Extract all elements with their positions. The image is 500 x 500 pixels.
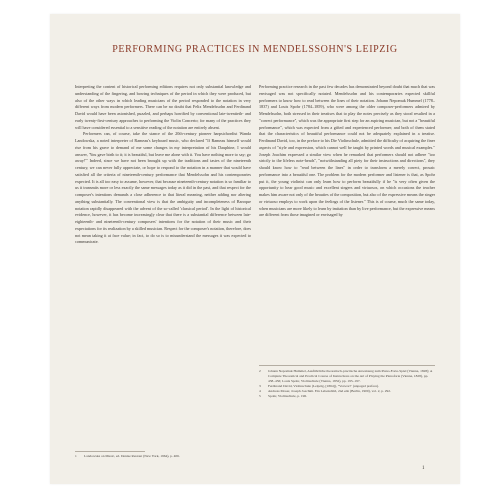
footnote-text: Spohr, Violinschule, p. 196. — [268, 394, 307, 398]
footnote-number: 5 — [259, 394, 261, 398]
page-number: 1 — [422, 466, 425, 471]
footnote-text: Landowska on Music, ed. Denise Restout (New York, 1964), p. 406. — [84, 454, 180, 458]
right-footnotes — [259, 369, 435, 399]
footnote-number: 1 — [75, 454, 77, 458]
footnote-number: 4 — [259, 389, 261, 393]
footnote-number: 2 — [259, 369, 261, 373]
footnote — [75, 454, 251, 459]
footnote — [259, 369, 435, 384]
footnote-text: Andreas Moser, Joseph Joachim. Ein Lebensbild, 2nd edn (Berlin, 1900), vol. 2, p. 292. — [268, 389, 391, 393]
footnote-rule — [259, 365, 435, 366]
book-page — [50, 14, 460, 484]
page-title: PERFORMING PRACTICES IN MENDELSSOHN'S LEIPZIG — [112, 44, 398, 55]
body-paragraph: Performing practice research in the past few decades has demonstrated beyond doubt that much that was envisaged was not specifically notated. Mendelssohn and his contemporaries expected skillful performers to know how to read between the lines of their notation. Johann Nepomuk Hummel (1778–1837) and Louis Spohr (1784–1859), who were among the older composer-performers admired by Mendelssohn, both stressed in their treatises that to play the notes precisely as they stood resulted in a "correct performance", which was the appropriate first step for an aspiring musician, but not a "beautiful performance", which was expected from a gifted and experienced performer; and both of them stated that the characteristics of beautiful performance could not be adequately explained in a treatise. Ferdinand David, too, in the preface to his Die Violinschule, admitted the difficulty of acquiring the finer aspects of "style and expression, which cannot well be taught by printed words and musical examples." Joseph Joachim expressed a similar view when he remarked that performers should not adhere "too strictly to the lifeless note-heads", "notwithstanding all piety for their instructions and directions", they should know how to "read between the lines" in order to transform a merely correct, prosaic performance into a beautiful one. The problem for the modern performer and listener is that, as Spohr put it, the young violinist can only learn how to perform beautifully if he "is very often given the opportunity to hear good music and excellent singers and virtuosos, on which occasions the teacher makes him aware not only of the beauties of the composition, but also of the expressive means the singer or virtuoso employs to work upon the feelings of the listener." This is of course, much the same today, when musicians are more likely to learn by imitation than by live performance, but the expressive means are different from those imagined or envisaged by — [259, 84, 436, 218]
body-paragraph: Performers can, of course, take the stance of the 20th-century pioneer harpsichordist Wanda Landowska, a noted interpreter of Rameau's keyboard music, who declared "If Rameau himself would rise from his grave to demand of me some changes in my interpretation of his Dauphine, I would answer, 'You gave birth to it; it is beautiful, but leave me alone with it. You have nothing more to say; go away!'" Indeed, since we have not been brought up with the traditions and tastes of the nineteenth century, we can never fully appreciate, or hope to respond to the notation in a manner that would have satisfied all the criteria of nineteenth-century performance that Mendelssohn and his contemporaries expected. It is all too easy to assume, however, that because nineteenth-century notation is so familiar to us it transmits more or less exactly the same messages today as it did in the past, and that respect for the composer's intentions demands a close adherence to that literal meaning, neither adding nor altering anything substantially. The conventional view is that the ambiguity and incompleteness of Baroque notation rapidly disappeared with the advent of the so-called 'classical period'. In the light of historical evidence, however, it has become increasingly clear that there is a substantial difference between late-eighteenth- and nineteenth-century composers' intentions for the notation of their music and their expectations for its realization by a skilled musician. Respect for the composer's notation, therefore, does not mean taking it at face value; in fact, to do so is to misunderstand the messages it was expected to communicate. — [75, 131, 251, 245]
footnote-text: Johann Nepomuk Hummel, Ausführliche theoretisch-practische Anweisung zum Piano-Forte-Spiel (Vienna, 1828); A Complete Theoretical and Practical Course of Instructions on the Art of Playing the Pianoforte (Vienna, 1828), pp. 438–456; Louis Spohr, Violinschule (Vienna, 1832), pp. 195–197. — [268, 369, 433, 383]
footnote — [259, 394, 435, 399]
footnote-number: 3 — [259, 384, 261, 388]
body-paragraph: Interpreting the content of historical performing editions requires not only substantial knowledge and understanding of the fingering, and bowing techniques of the period in which they were produced, but also of the other ways in which leading musicians of the period responded to the notation in very different ways from modern performers. There can be no doubt that Felix Mendelssohn and Ferdinand David would have been astonished, puzzled, and perhaps horrified by conventional late-twentieth- and early twenty-first-century approaches to performing the Violin Concerto; for many of the practices they will have considered essential to a sensitive reading of the notation are entirely absent. — [75, 84, 251, 130]
right-column — [259, 84, 435, 219]
footnote-text: Ferdinand David, Violinschule (Leipzig, [1864]), "Vorwort" (unpaged preface). — [268, 384, 380, 388]
footnote-rule — [75, 451, 145, 452]
left-column — [75, 84, 251, 246]
left-footnotes — [75, 454, 251, 459]
